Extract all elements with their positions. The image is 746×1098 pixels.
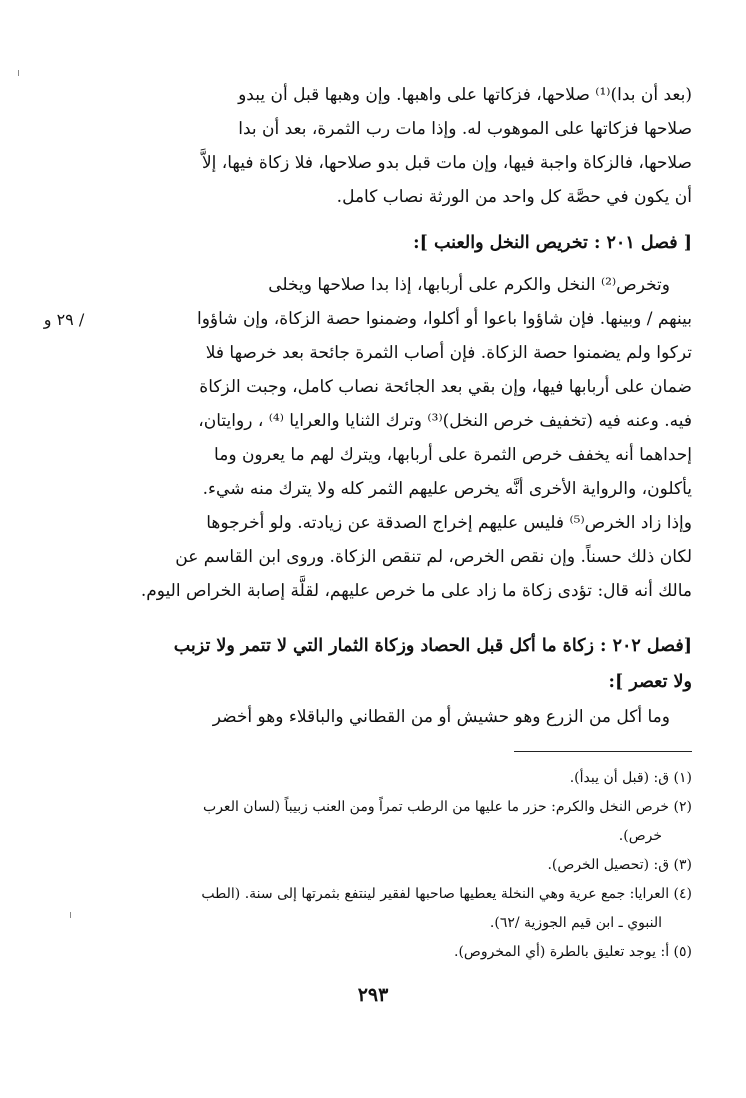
text-line: وتخرص⁽²⁾ النخل والكرم على أربابها، إذا بدا صلاحها ويخلى	[268, 275, 670, 295]
footnote-continuation: خرص).	[618, 828, 662, 844]
section-heading-201	[128, 226, 692, 260]
manuscript-folio-marker: / ٢٩ و	[43, 310, 85, 329]
section-heading-202	[128, 628, 692, 700]
text-line: وإذا زاد الخرص⁽⁵⁾ فليس عليهم إخراج الصدقة عن زيادته. ولو أخرجوها	[206, 513, 692, 533]
text-line: يأكلون، والرواية الأخرى أنَّه يخرص عليهم الثمر كله ولا يترك منه شيء.	[202, 479, 692, 499]
text-line: مالك أنه قال: تؤدى زكاة ما زاد على ما خرص عليهم، لقلَّة إصابة الخراص اليوم.	[140, 581, 692, 601]
footnote-divider	[514, 751, 692, 752]
footnote: (١) ق: (قبل أن يبدأ).	[569, 770, 692, 786]
text-line: صلاحها فزكاتها على الموهوب له. وإذا مات رب الثمرة، بعد أن بدا	[238, 119, 692, 139]
text-line: لكان ذلك حسناً. وإن نقص الخرص، لم تنقص الزكاة. وروى ابن القاسم عن	[175, 547, 692, 567]
text-line: تركوا ولم يضمنوا حصة الزكاة. فإن أصاب الثمرة جائحة بعد خرصها فلا	[205, 343, 692, 363]
text-line: صلاحها، فالزكاة واجبة فيها، وإن مات قبل بدو صلاحها، فلا زكاة فيها، إلاَّ	[201, 153, 692, 173]
text-line: فيه. وعنه فيه (تخفيف خرص النخل)⁽³⁾ وترك الثنايا والعرايا ⁽⁴⁾ ، روايتان،	[198, 411, 692, 431]
paragraph-1	[128, 78, 692, 214]
paragraph-2	[128, 268, 692, 608]
footnote: (٤) العرايا: جمع عرية وهي النخلة يعطيها صاحبها لفقير لينتفع بثمرتها إلى سنة. (الطب	[201, 886, 692, 902]
scan-mark	[18, 70, 19, 76]
footnote: (٥) أ: يوجد تعليق بالطرة (أي المخروص).	[454, 944, 692, 960]
text-line: إحداهما أنه يخفف خرص الثمرة على أربابها، ويترك لهم ما يعرون وما	[214, 445, 692, 465]
text-line: ضمان على أربابها فيها، وإن بقي بعد الجائحة نصاب كامل، وجبت الزكاة	[199, 377, 692, 397]
text-line: أن يكون في حصَّة كل واحد من الورثة نصاب كامل.	[336, 187, 692, 207]
footnote: (٢) خرص النخل والكرم: حزر ما عليها من الرطب تمراً ومن العنب زبيباً (لسان العرب	[203, 799, 692, 815]
paragraph-3	[128, 700, 692, 734]
heading-line: [ فصل ٢٠١ : تخريص النخل والعنب ]:	[413, 233, 692, 253]
heading-line: [فصل ٢٠٢ : زكاة ما أكل قبل الحصاد وزكاة الثمار التي لا تتمر ولا تزبب	[173, 636, 692, 656]
footnote-continuation: النبوي ـ ابن قيم الجوزية /٦٢).	[489, 915, 662, 931]
scan-mark	[70, 912, 71, 918]
page-number: ٢٩٣	[357, 984, 389, 1006]
text-line: وما أكل من الزرع وهو حشيش أو من القطاني والباقلاء وهو أخضر	[212, 707, 670, 727]
text-line: (بعد أن بدا)⁽¹⁾ صلاحها، فزكاتها على واهبها. وإن وهبها قبل أن يبدو	[238, 85, 692, 105]
text-line: بينهم / وبينها. فإن شاؤوا باعوا أو أكلوا، وضمنوا حصة الزكاة، وإن شاؤوا	[196, 309, 692, 329]
heading-line: ولا تعصر ]:	[608, 672, 692, 692]
footnote: (٣) ق: (تحصيل الخرص).	[547, 857, 692, 873]
footnotes	[128, 764, 692, 967]
